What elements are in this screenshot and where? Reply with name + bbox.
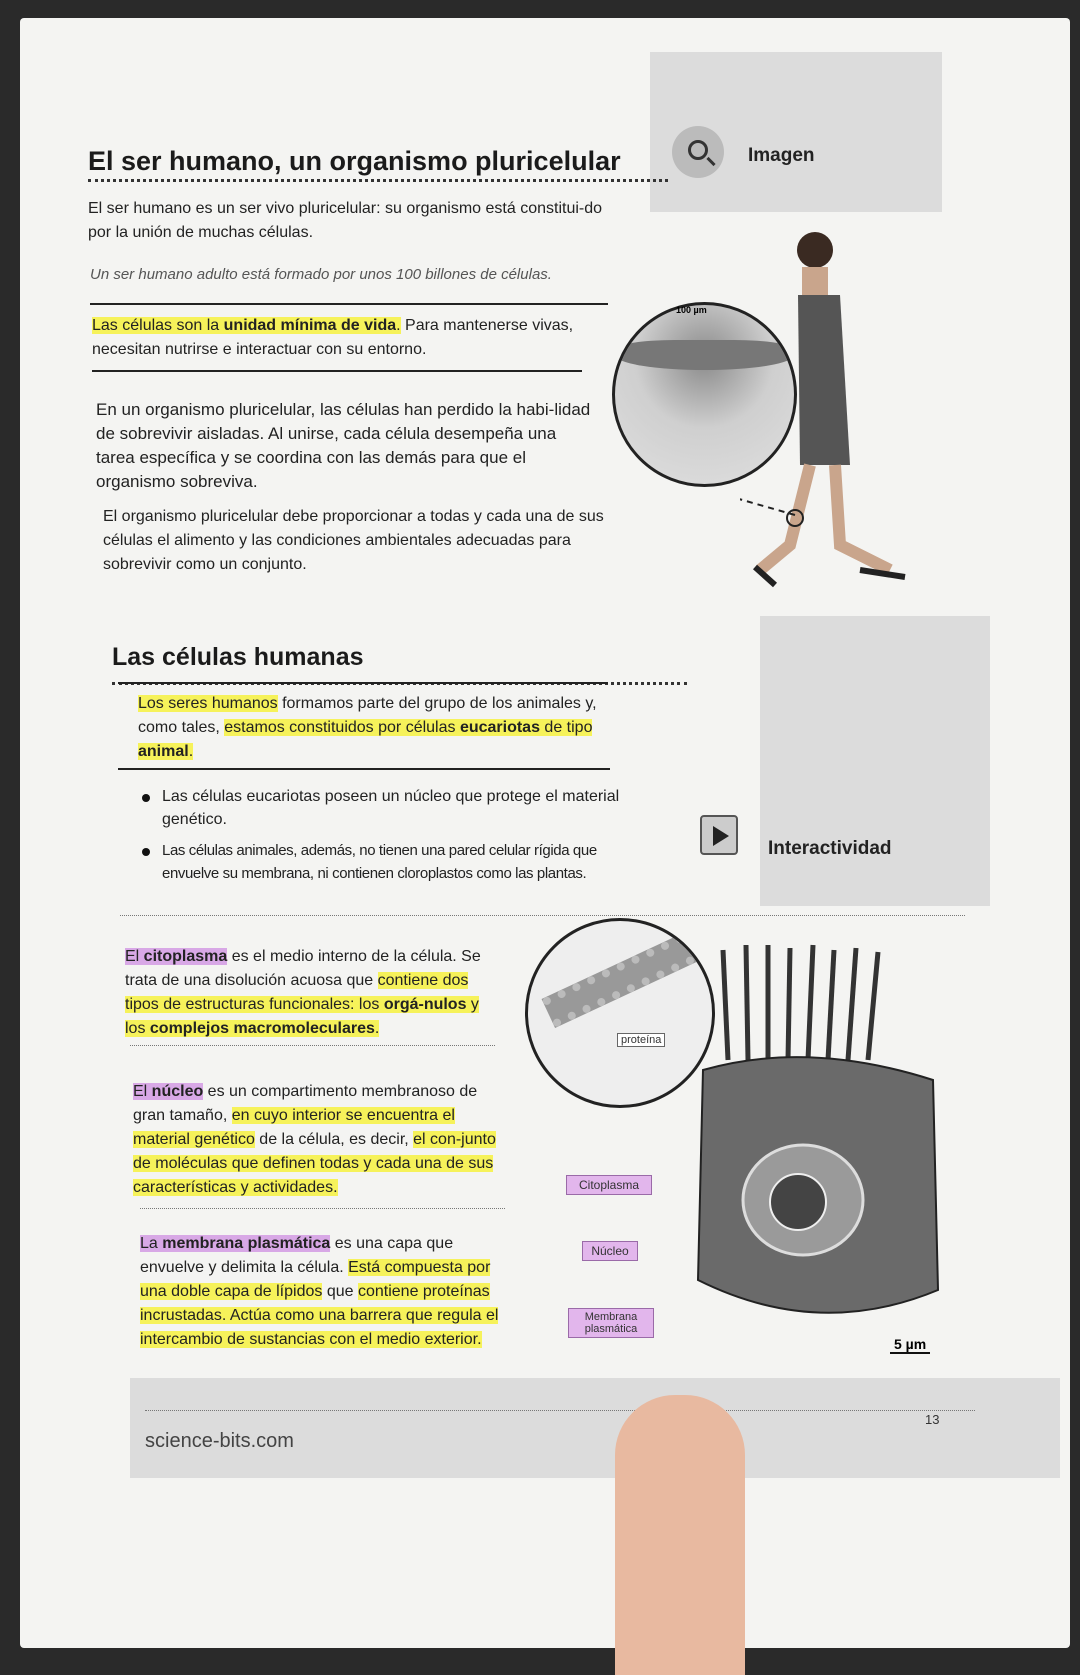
interactive-label[interactable]: Interactividad [768, 838, 892, 859]
text-segment: orgá-nulos [383, 996, 467, 1013]
text-segment: Las células son la [92, 317, 224, 334]
membrane-text [140, 1232, 510, 1352]
text-segment: Está compuesta por una doble capa de lípidos [140, 1259, 491, 1300]
cell-illustration [668, 940, 958, 1380]
woman-illustration [740, 225, 920, 595]
text-segment: es una capa que envuelve y delimita la célula. [140, 1235, 454, 1276]
play-icon[interactable] [700, 815, 738, 855]
text-segment: . [374, 1020, 380, 1037]
text-segment: membrana plasmática [162, 1235, 331, 1252]
text-segment: complejos macromoleculares [149, 1020, 375, 1037]
divider [92, 370, 582, 372]
scale-bar-label: 100 µm [676, 305, 707, 315]
bullet-list [140, 785, 640, 893]
label-membrane: Membrana plasmática [568, 1308, 654, 1338]
text-segment: Los seres humanos [138, 695, 278, 712]
text-segment: . [396, 317, 401, 334]
text-segment: El [125, 948, 144, 965]
text-segment: es un compartimento membranoso de gran tamaño, [133, 1083, 478, 1124]
divider [90, 303, 608, 305]
intro-text: El ser humano es un ser vivo pluricelular: su organismo está constitui-do por la unión de muchas células. [88, 200, 603, 241]
text-segment: eucariotas [459, 719, 540, 736]
fact-text: Un ser humano adulto está formado por unos 100 billones de células. [90, 266, 552, 283]
text-segment: unidad mínima de vida [223, 317, 397, 334]
text-segment: de tipo [539, 719, 593, 736]
text-segment: en cuyo interior se encuentra el material genético [133, 1107, 455, 1148]
section-title: Las células humanas [112, 643, 687, 685]
text-segment: núcleo [151, 1083, 204, 1100]
list-item: Las células animales, además, no tienen una pared celular rígida que envuelve su membrana, ni contienen cloroplastos como las plantas. [140, 839, 640, 885]
text-segment: formamos parte del grupo de los animales y, como tales, [138, 695, 597, 736]
text-segment: El [133, 1083, 152, 1100]
text-segment: y los [125, 996, 479, 1037]
text-segment: La [140, 1235, 163, 1252]
search-image-icon[interactable] [672, 126, 724, 178]
text-segment: animal [138, 743, 189, 760]
site-url: science-bits.com [145, 1430, 294, 1452]
divider [145, 1410, 975, 1411]
text-segment: estamos constituidos por células [224, 719, 460, 736]
text-segment: que [322, 1283, 358, 1300]
divider [118, 682, 608, 684]
footer-band [130, 1378, 1060, 1478]
text-segment: contiene dos tipos de estructuras funcionales: los [125, 972, 469, 1013]
key-idea [138, 692, 618, 764]
page-number: 13 [925, 1412, 940, 1427]
text-segment: citoplasma [143, 948, 228, 965]
paragraph: En un organismo pluricelular, las células han perdido la habi-lidad de sobrevivir aisladas. Al unirse, cada célula desempeña una tarea específica y se coordina con las demás para que el organismo sobreviva. [96, 400, 591, 491]
scale-bar-label: 5 µm [890, 1336, 930, 1354]
text-segment: es el medio interno de la célula. Se trata de una disolución acuosa que [125, 948, 481, 989]
section-title: El ser humano, un organismo pluricelular [88, 146, 668, 182]
image-label[interactable]: Imagen [748, 145, 815, 166]
cytoplasm-text [125, 945, 500, 1041]
text-segment: contiene proteínas incrustadas. Actúa como una barrera que regula el intercambio de sustancias con el medio exterior. [140, 1283, 499, 1348]
divider [130, 1045, 495, 1046]
interactive-box[interactable] [760, 616, 990, 906]
text-segment: . [188, 743, 194, 760]
text-segment: de la célula, es decir, [254, 1131, 414, 1148]
paragraph: El organismo pluricelular debe proporcionar a todas y cada una de sus células el alimento y las condiciones ambientales adecuadas para sobrevivir como un conjunto. [103, 508, 604, 573]
divider [140, 1208, 505, 1209]
list-item: Las células eucariotas poseen un núcleo que protege el material genético. [140, 785, 640, 831]
label-nucleus: Núcleo [582, 1241, 638, 1261]
thumb [615, 1395, 745, 1675]
text-segment: Para mantenerse vivas, necesitan nutrirse e interactuar con su entorno. [92, 317, 574, 358]
nucleus-text [133, 1080, 508, 1200]
key-idea [92, 314, 607, 362]
text-segment: el con-junto de moléculas que definen todas y cada una de sus características y actividades. [133, 1131, 496, 1196]
divider [120, 915, 965, 916]
label-cytoplasm: Citoplasma [566, 1175, 652, 1195]
protein-label: proteína [617, 1033, 665, 1047]
divider [118, 768, 610, 770]
